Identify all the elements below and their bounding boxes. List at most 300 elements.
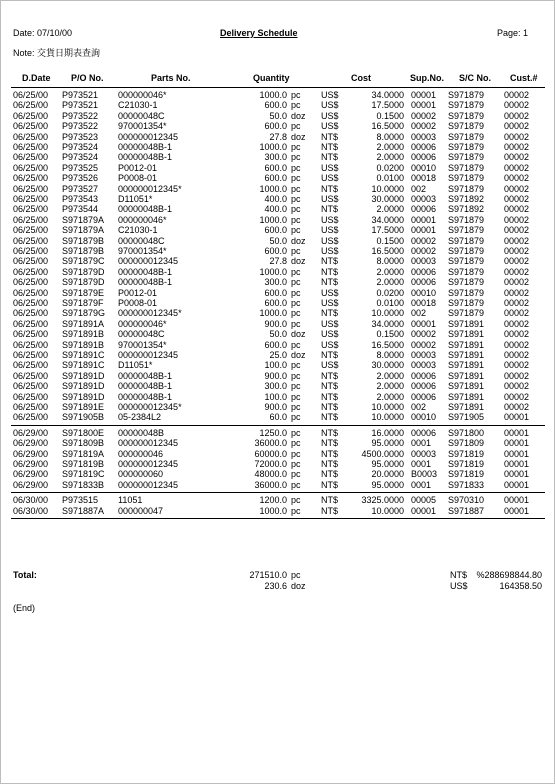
cell-unit: pc — [291, 298, 301, 308]
cell-parts-no: 000000012345 — [118, 256, 179, 267]
cell-cust-no: 00002 — [504, 339, 530, 350]
cell-parts-no: 00000048B-1 — [118, 391, 173, 402]
cell-po-no: S971891B — [62, 329, 105, 340]
cell-parts-no: 000000012345* — [118, 402, 182, 412]
cell-quantity: 50.0 — [269, 235, 287, 246]
cell-quantity: 1000.0 — [259, 183, 287, 194]
cell-date: 06/25/00 — [13, 204, 49, 215]
cell-parts-no: 000000046* — [118, 90, 167, 100]
report-date: Date: 07/10/00 — [13, 28, 73, 38]
cell-quantity: 900.0 — [264, 402, 287, 412]
cell-date: 06/25/00 — [13, 329, 49, 340]
cell-cost: 2.0000 — [376, 266, 404, 277]
col-header-quantity: Quantity — [253, 73, 290, 83]
report-title: Delivery Schedule — [220, 28, 298, 38]
cell-date: 06/25/00 — [13, 131, 49, 142]
cell-cust-no: 00002 — [504, 131, 530, 142]
cell-date: 06/25/00 — [13, 402, 49, 412]
cell-cost: 16.0000 — [371, 427, 404, 438]
cell-sc-no: S971891 — [448, 370, 485, 381]
cell-date: 06/25/00 — [13, 339, 49, 350]
cell-parts-no: 11051 — [118, 495, 143, 506]
cell-currency: US$ — [321, 100, 339, 111]
cell-parts-no: 00000048B — [118, 427, 165, 438]
cell-cust-no: 00002 — [504, 360, 530, 371]
cell-date: 06/29/00 — [13, 459, 49, 469]
table-row — [1, 277, 554, 288]
cell-parts-no: 00000048C — [118, 329, 165, 340]
cell-cost: 0.1500 — [376, 110, 404, 121]
cell-cust-no: 00002 — [504, 235, 530, 246]
cell-date: 06/25/00 — [13, 183, 49, 194]
table-row — [1, 298, 554, 309]
cell-cost: 2.0000 — [376, 204, 404, 215]
cell-sup-no: 00002 — [411, 329, 437, 340]
cell-currency: NT$ — [321, 469, 339, 480]
cell-cost: 16.5000 — [371, 121, 404, 132]
cell-parts-no: 000000012345* — [118, 308, 182, 319]
cell-cust-no: 00001 — [504, 495, 530, 506]
cell-unit: doz — [291, 350, 306, 360]
cell-currency: NT$ — [321, 204, 339, 215]
cell-cost: 16.5000 — [371, 246, 404, 256]
cell-currency: NT$ — [321, 152, 339, 163]
cell-sc-no: S971879 — [448, 121, 485, 132]
cell-parts-no: 00000048B-1 — [118, 152, 173, 163]
cell-quantity: 600.0 — [264, 100, 287, 111]
cell-quantity: 400.0 — [264, 204, 287, 215]
cell-sc-no: S971879 — [448, 287, 485, 298]
cell-cust-no: 00002 — [504, 110, 530, 121]
cell-cost: 8.0000 — [376, 350, 404, 360]
table-row — [1, 495, 554, 506]
cell-parts-no: 00000048B-1 — [118, 277, 173, 288]
table-row — [1, 194, 554, 205]
cell-sup-no: 00003 — [411, 350, 437, 360]
cell-cost: 34.0000 — [371, 214, 404, 225]
cell-cust-no: 00001 — [504, 438, 530, 449]
cell-currency: US$ — [321, 225, 339, 236]
cell-date: 06/25/00 — [13, 381, 49, 392]
cell-sc-no: S971879 — [448, 266, 485, 277]
cell-po-no: P973543 — [62, 194, 99, 204]
cell-sc-no: S971891 — [448, 381, 485, 392]
cell-quantity: 1200.0 — [259, 495, 287, 506]
cell-cost: 10.0000 — [371, 183, 404, 194]
cell-cust-no: 00002 — [504, 287, 530, 298]
cell-cust-no: 00002 — [504, 381, 530, 392]
cell-quantity: 60.0 — [269, 412, 287, 423]
group-divider — [11, 492, 545, 493]
cell-po-no: S971879E — [62, 287, 105, 298]
cell-parts-no: 000000046 — [118, 448, 164, 459]
cell-sup-no: 00010 — [411, 162, 437, 173]
cell-parts-no: 00000048B-1 — [118, 266, 173, 277]
cell-unit: pc — [291, 142, 301, 152]
cell-sup-no: 00003 — [411, 131, 437, 142]
cell-currency: US$ — [321, 110, 339, 121]
cell-sup-no: 002 — [411, 308, 427, 319]
table-row — [1, 469, 554, 480]
total-unit-pc: pc — [291, 570, 301, 580]
cell-cost: 10.0000 — [371, 412, 404, 423]
cell-date: 06/25/00 — [13, 266, 49, 277]
cell-sc-no: S971879 — [448, 131, 485, 142]
cell-parts-no: P0012-01 — [118, 287, 158, 298]
cell-parts-no: 000000012345 — [118, 131, 179, 142]
cell-po-no: P973524 — [62, 152, 99, 163]
cell-sc-no: S971879 — [448, 142, 485, 152]
cell-currency: NT$ — [321, 505, 339, 516]
cell-unit: doz — [291, 329, 306, 340]
cell-unit: pc — [291, 505, 301, 516]
cell-parts-no: 000000012345 — [118, 479, 179, 490]
cell-sc-no: S971891 — [448, 318, 485, 329]
table-row — [1, 267, 554, 278]
cell-sc-no: S971879 — [448, 90, 485, 100]
cell-quantity: 300.0 — [264, 277, 287, 288]
cell-date: 06/25/00 — [13, 121, 49, 132]
cell-date: 06/30/00 — [13, 505, 49, 516]
table-row — [1, 111, 554, 122]
cell-unit: pc — [291, 339, 301, 350]
cell-currency: US$ — [321, 287, 339, 298]
cell-sup-no: 00001 — [411, 505, 437, 516]
cell-unit: pc — [291, 360, 301, 371]
table-row — [1, 152, 554, 163]
table-row — [1, 121, 554, 132]
table-row — [1, 100, 554, 111]
cell-date: 06/25/00 — [13, 318, 49, 329]
cell-parts-no: 00000048B-1 — [118, 370, 173, 381]
cell-currency: NT$ — [321, 370, 339, 381]
table-row — [1, 329, 554, 340]
table-row — [1, 319, 554, 330]
cell-quantity: 1000.0 — [259, 505, 287, 516]
cell-cost: 30.0000 — [371, 194, 404, 204]
table-row — [1, 236, 554, 247]
cell-date: 06/25/00 — [13, 412, 49, 423]
cell-currency: NT$ — [321, 391, 339, 402]
cell-po-no: S971879A — [62, 225, 105, 236]
cell-sup-no: 00018 — [411, 298, 437, 308]
cell-date: 06/25/00 — [13, 298, 49, 308]
cell-sup-no: 00018 — [411, 173, 437, 184]
cell-po-no: S971879C — [62, 256, 105, 267]
cell-po-no: S971819B — [62, 459, 105, 469]
cell-unit: doz — [291, 235, 306, 246]
cell-quantity: 600.0 — [264, 173, 287, 184]
table-row — [1, 459, 554, 470]
cell-sc-no: S971887 — [448, 505, 485, 516]
table-row — [1, 163, 554, 174]
cell-sup-no: 00001 — [411, 100, 437, 111]
cell-quantity: 72000.0 — [254, 459, 287, 469]
cell-quantity: 600.0 — [264, 121, 287, 132]
cell-unit: doz — [291, 256, 306, 267]
cell-date: 06/25/00 — [13, 235, 49, 246]
cell-parts-no: 970001354* — [118, 121, 167, 132]
cell-sc-no: S971891 — [448, 360, 485, 371]
cell-parts-no: D11051* — [118, 360, 153, 371]
cell-po-no: S971891C — [62, 350, 105, 360]
cell-po-no: S971891D — [62, 391, 105, 402]
table-row — [1, 142, 554, 153]
cell-parts-no: 000000012345 — [118, 459, 179, 469]
cell-cust-no: 00001 — [504, 505, 530, 516]
cell-cost: 8.0000 — [376, 256, 404, 267]
cell-parts-no: 000000012345 — [118, 350, 179, 360]
cell-parts-no: 000000060 — [118, 469, 164, 480]
cell-sc-no: S971891 — [448, 402, 485, 412]
cell-sc-no: S971905 — [448, 412, 485, 423]
cell-currency: NT$ — [321, 495, 339, 506]
cell-sc-no: S971879 — [448, 225, 485, 236]
column-header-row — [1, 73, 554, 84]
cell-sc-no: S971879 — [448, 173, 485, 184]
cell-po-no: S971879A — [62, 214, 105, 225]
cell-unit: pc — [291, 370, 301, 381]
cell-date: 06/29/00 — [13, 469, 49, 480]
cell-unit: pc — [291, 121, 301, 132]
cell-po-no: S971891B — [62, 339, 105, 350]
cell-cust-no: 00002 — [504, 121, 530, 132]
cell-po-no: S971891D — [62, 370, 105, 381]
cell-cost: 2.0000 — [376, 381, 404, 392]
cell-currency: US$ — [321, 246, 339, 256]
cell-sup-no: 00010 — [411, 287, 437, 298]
cell-sup-no: 00006 — [411, 427, 437, 438]
cell-cost: 95.0000 — [371, 459, 404, 469]
cell-po-no: S971809B — [62, 438, 105, 449]
total-unit-doz: doz — [291, 581, 306, 591]
cell-cust-no: 00002 — [504, 298, 530, 308]
cell-quantity: 900.0 — [264, 370, 287, 381]
table-row — [1, 371, 554, 382]
cell-date: 06/25/00 — [13, 350, 49, 360]
cell-sup-no: 00001 — [411, 225, 437, 236]
cell-currency: NT$ — [321, 448, 339, 459]
cell-unit: pc — [291, 479, 301, 490]
cell-po-no: P973527 — [62, 183, 99, 194]
cell-sup-no: 00003 — [411, 448, 437, 459]
cell-quantity: 1000.0 — [259, 90, 287, 100]
table-row — [1, 340, 554, 351]
cell-unit: pc — [291, 495, 301, 506]
cell-po-no: S971800E — [62, 427, 105, 438]
cell-currency: NT$ — [321, 402, 339, 412]
cell-date: 06/25/00 — [13, 194, 49, 204]
total-amount-nt: %288698844.80 — [476, 570, 542, 580]
cell-quantity: 1250.0 — [259, 427, 287, 438]
cell-quantity: 600.0 — [264, 162, 287, 173]
cell-unit: doz — [291, 110, 306, 121]
cell-sup-no: 00006 — [411, 204, 437, 215]
col-header-parts: Parts No. — [151, 73, 191, 83]
cell-po-no: P973522 — [62, 121, 99, 132]
cell-cust-no: 00002 — [504, 194, 530, 204]
cell-parts-no: 000000046* — [118, 318, 167, 329]
cell-currency: NT$ — [321, 427, 339, 438]
cell-cost: 10.0000 — [371, 505, 404, 516]
cell-unit: pc — [291, 204, 301, 215]
cell-sup-no: 00005 — [411, 495, 437, 506]
cell-currency: US$ — [321, 194, 339, 204]
cell-cust-no: 00002 — [504, 370, 530, 381]
cell-unit: pc — [291, 183, 301, 194]
cell-currency: US$ — [321, 121, 339, 132]
table-row — [1, 256, 554, 267]
cell-sup-no: 00002 — [411, 121, 437, 132]
cell-unit: pc — [291, 214, 301, 225]
cell-sup-no: 0001 — [411, 459, 432, 469]
cell-unit: pc — [291, 152, 301, 163]
cell-unit: pc — [291, 412, 301, 423]
cell-quantity: 300.0 — [264, 381, 287, 392]
cell-quantity: 50.0 — [269, 329, 287, 340]
cell-cost: 34.0000 — [371, 90, 404, 100]
cell-cost: 16.5000 — [371, 339, 404, 350]
cell-unit: pc — [291, 287, 301, 298]
cell-currency: NT$ — [321, 131, 339, 142]
col-header-scno: S/C No. — [459, 73, 492, 83]
cell-date: 06/25/00 — [13, 287, 49, 298]
cell-sup-no: 00002 — [411, 110, 437, 121]
cell-sc-no: S971879 — [448, 246, 485, 256]
cell-cost: 2.0000 — [376, 152, 404, 163]
cell-cust-no: 00002 — [504, 350, 530, 360]
cell-currency: NT$ — [321, 381, 339, 392]
cell-parts-no: 000000047 — [118, 505, 164, 516]
cell-currency: NT$ — [321, 438, 339, 449]
cell-quantity: 27.8 — [269, 131, 287, 142]
cell-unit: pc — [291, 225, 301, 236]
cell-po-no: S971879B — [62, 235, 105, 246]
cell-unit: pc — [291, 100, 301, 111]
cell-cust-no: 00002 — [504, 173, 530, 184]
cell-po-no: P973521 — [62, 90, 99, 100]
table-row — [1, 215, 554, 226]
cell-quantity: 1000.0 — [259, 142, 287, 152]
cell-cust-no: 00002 — [504, 225, 530, 236]
cell-quantity: 400.0 — [264, 194, 287, 204]
cell-po-no: S971891A — [62, 318, 105, 329]
cell-currency: NT$ — [321, 256, 339, 267]
table-row — [1, 350, 554, 361]
totals-row-2 — [1, 581, 554, 592]
cell-unit: pc — [291, 448, 301, 459]
table-row — [1, 412, 554, 423]
cell-parts-no: P0008-01 — [118, 298, 158, 308]
cell-currency: NT$ — [321, 142, 339, 152]
cell-sup-no: 00003 — [411, 360, 437, 371]
cell-unit: pc — [291, 266, 301, 277]
table-row — [1, 225, 554, 236]
cell-cost: 0.1500 — [376, 235, 404, 246]
cell-sc-no: S971819 — [448, 469, 485, 480]
cell-date: 06/25/00 — [13, 214, 49, 225]
cell-sc-no: S971892 — [448, 194, 485, 204]
cell-sup-no: 00002 — [411, 235, 437, 246]
col-header-cost: Cost — [351, 73, 371, 83]
cell-date: 06/25/00 — [13, 142, 49, 152]
cell-cost: 10.0000 — [371, 402, 404, 412]
cell-cust-no: 00002 — [504, 246, 530, 256]
cell-quantity: 600.0 — [264, 225, 287, 236]
cell-parts-no: 05-2384L2 — [118, 412, 162, 423]
cell-date: 06/25/00 — [13, 162, 49, 173]
cell-sup-no: 00006 — [411, 370, 437, 381]
table-row — [1, 204, 554, 215]
cell-cost: 2.0000 — [376, 391, 404, 402]
page-number: Page: 1 — [497, 28, 529, 38]
cell-quantity: 27.8 — [269, 256, 287, 267]
cell-po-no: P973525 — [62, 162, 99, 173]
cell-cust-no: 00002 — [504, 162, 530, 173]
group-divider — [11, 518, 545, 519]
cell-cust-no: 00001 — [504, 427, 530, 438]
cell-parts-no: P0008-01 — [118, 173, 158, 184]
cell-parts-no: C21030-1 — [118, 100, 158, 111]
cell-unit: pc — [291, 459, 301, 469]
cell-sup-no: 00001 — [411, 90, 437, 100]
cell-sc-no: S971892 — [448, 204, 485, 215]
cell-cost: 2.0000 — [376, 370, 404, 381]
cell-currency: US$ — [321, 214, 339, 225]
cell-po-no: S971879D — [62, 277, 105, 288]
cell-cust-no: 00002 — [504, 391, 530, 402]
cell-currency: US$ — [321, 318, 339, 329]
cell-po-no: S971887A — [62, 505, 105, 516]
cell-date: 06/25/00 — [13, 100, 49, 111]
cell-unit: pc — [291, 381, 301, 392]
cell-cust-no: 00002 — [504, 266, 530, 277]
cell-cust-no: 00001 — [504, 459, 530, 469]
cell-currency: US$ — [321, 90, 339, 100]
cell-quantity: 600.0 — [264, 339, 287, 350]
cell-quantity: 50.0 — [269, 110, 287, 121]
cell-currency: NT$ — [321, 308, 339, 319]
cell-quantity: 900.0 — [264, 318, 287, 329]
cell-unit: pc — [291, 308, 301, 319]
cell-po-no: P973521 — [62, 100, 99, 111]
totals-label: Total: — [13, 570, 37, 580]
cell-sc-no: S971891 — [448, 329, 485, 340]
cell-cust-no: 00002 — [504, 183, 530, 194]
cell-sup-no: 00006 — [411, 381, 437, 392]
cell-cost: 0.0100 — [376, 173, 404, 184]
col-header-po: P/O No. — [71, 73, 104, 83]
cell-po-no: S971879F — [62, 298, 104, 308]
table-row — [1, 173, 554, 184]
cell-sup-no: 00006 — [411, 391, 437, 402]
table-row — [1, 90, 554, 101]
cell-cust-no: 00002 — [504, 402, 530, 412]
cell-cust-no: 00001 — [504, 412, 530, 423]
cell-cust-no: 00002 — [504, 214, 530, 225]
cell-po-no: P973515 — [62, 495, 99, 506]
cell-cost: 95.0000 — [371, 438, 404, 449]
cell-unit: pc — [291, 246, 301, 256]
cell-parts-no: 000000012345 — [118, 438, 179, 449]
cell-cost: 20.0000 — [371, 469, 404, 480]
cell-sc-no: S971879 — [448, 183, 485, 194]
cell-parts-no: 970001354* — [118, 246, 167, 256]
table-row — [1, 288, 554, 299]
cell-unit: pc — [291, 162, 301, 173]
cell-currency: US$ — [321, 329, 339, 340]
cell-currency: US$ — [321, 339, 339, 350]
